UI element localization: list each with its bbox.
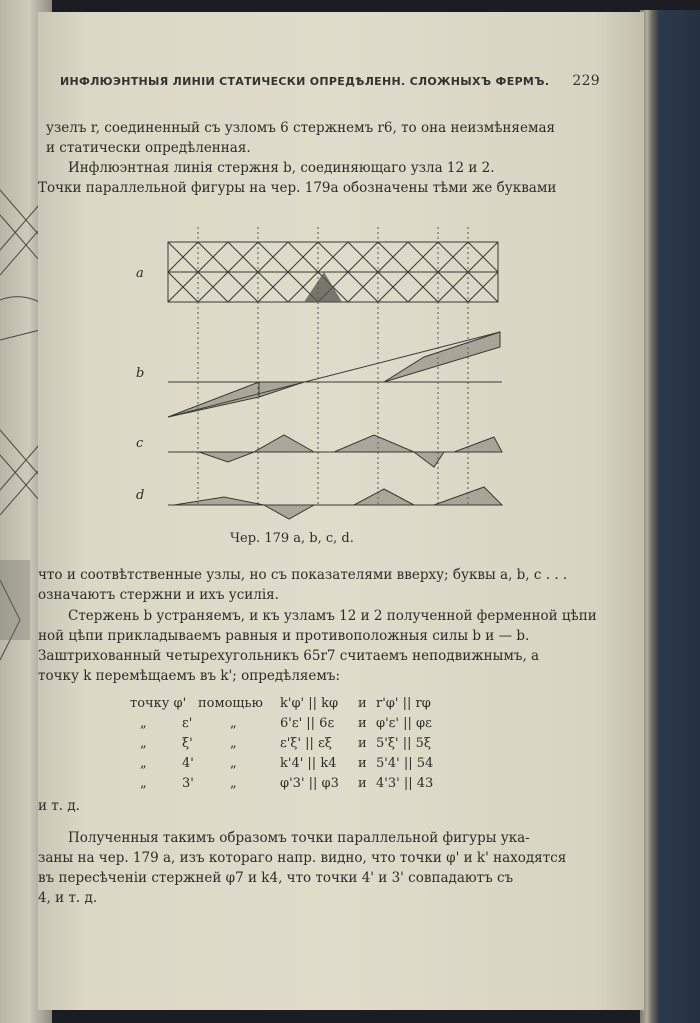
truss-influence-figure	[124, 207, 524, 525]
running-header	[60, 75, 600, 88]
book-page	[38, 12, 644, 1010]
text-line: означаютъ стержни и ихъ усилія.	[38, 587, 279, 603]
book-spine	[640, 10, 700, 1023]
text-line: 4, и т. д.	[38, 890, 98, 906]
row-label-d: d	[136, 488, 145, 503]
text-line: Заштрихованный четырехугольникъ 65r7 считаемъ неподвижнымъ, а	[38, 648, 540, 664]
text-line: что и соотвѣтственные узлы, но съ показателями вверху; буквы a, b, c . . .	[38, 567, 568, 583]
running-title: ИНФЛЮЭНТНЫЯ ЛИНІИ СТАТИЧЕСКИ ОПРЕДѢЛЕНН. СЛОЖНЫХЪ ФЕРМЪ.	[60, 75, 550, 88]
text-line: Полученныя такимъ образомъ точки параллельной фигуры ука-	[68, 830, 530, 846]
row-label-b: b	[136, 366, 145, 381]
text-line: Инфлюэнтная линія стержня b, соединяющаго узла 12 и 2.	[68, 160, 495, 176]
row-label-c: c	[136, 436, 144, 451]
text-line: точку k перемѣщаемъ въ k'; опредѣляемъ:	[38, 668, 341, 684]
figure-caption: Чер. 179 a, b, c, d.	[230, 531, 354, 546]
text-line: и статически опредѣленная.	[46, 140, 251, 156]
text-line: и т. д.	[38, 798, 80, 814]
text-line: заны на чер. 179 a, изъ котораго напр. видно, что точки φ' и k' находятся	[38, 850, 567, 866]
text-line: Стержень b устраняемъ, и къ узламъ 12 и 2 полученной ферменной цѣпи	[68, 608, 597, 624]
text-line: ной цѣпи прикладываемъ равныя и противоположныя силы b и — b.	[38, 628, 530, 644]
text-line: узелъ r, соединенный съ узломъ 6 стержнемъ r6, то она неизмѣняемая	[46, 120, 556, 136]
text-line: въ пересѣченіи стержней φ7 и k4, что точки 4' и 3' совпадаютъ съ	[38, 870, 514, 886]
row-label-a: a	[136, 266, 144, 281]
construction-table: точку φ' помощью k'φ' || kφ и r'φ' || rφ „ ε' „ 6'ε' || 6ε и φ'ε' || φε „ ξ' „ ε'ξ' || εξ и 5'ξ' || 5ξ „ 4' „ k'4' || k4 и 5'4' || 54 „ 3' „ φ'3' || φ3 и 4'3' || 43	[130, 696, 434, 791]
text-line: Точки параллельной фигуры на чер. 179a обозначены тѣми же буквами	[38, 180, 557, 196]
page-number: 229	[572, 73, 600, 89]
